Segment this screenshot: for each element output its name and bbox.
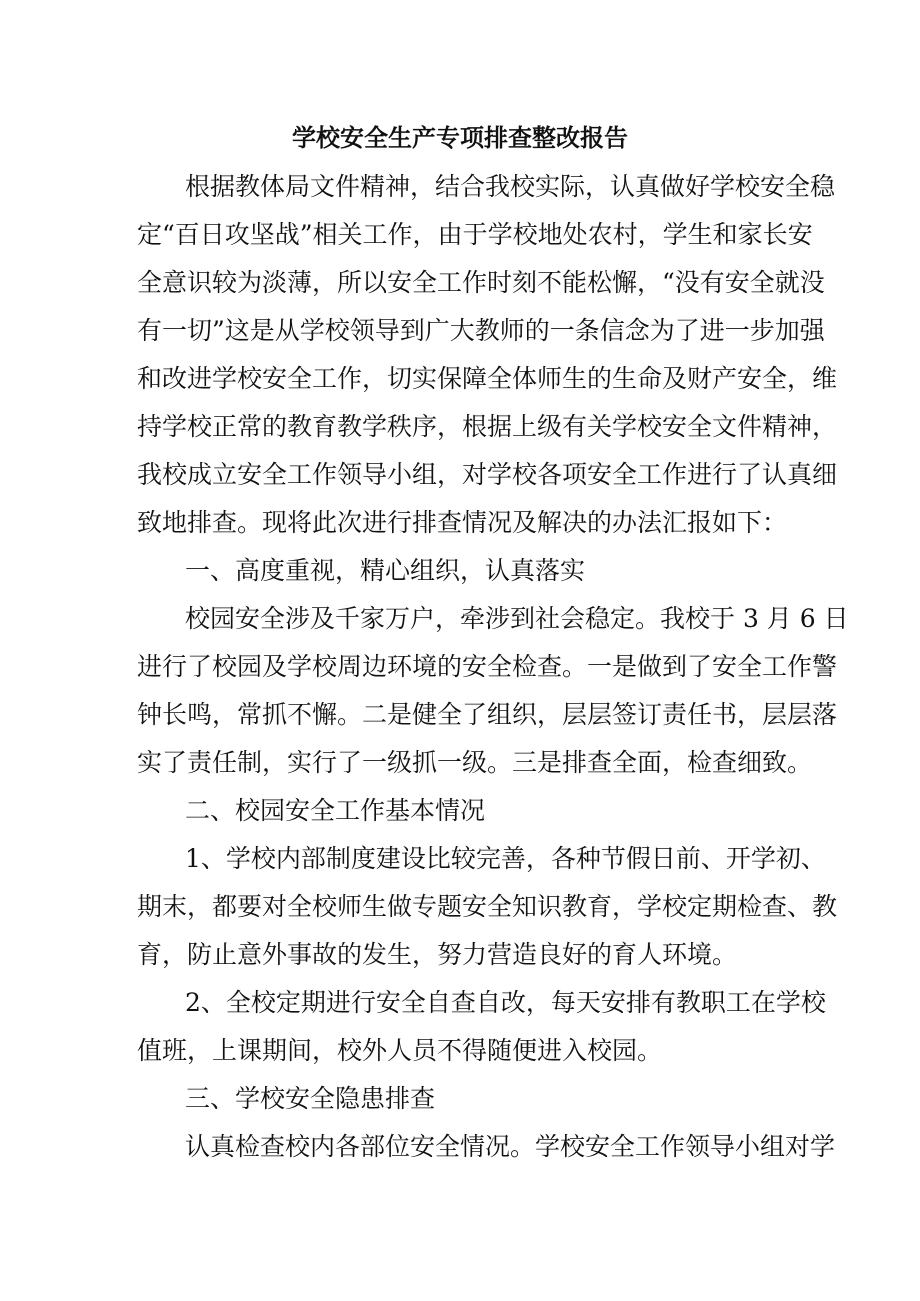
paragraph-line: 持学校正常的教育教学秩序，根据上级有关学校安全文件精神， [137, 412, 838, 441]
section-heading: 一、高度重视，精心组织，认真落实 [185, 556, 586, 585]
paragraph-line: 根据教体局文件精神，结合我校实际，认真做好学校安全稳 [185, 172, 836, 201]
section-heading: 三、学校安全隐患排查 [185, 1084, 436, 1113]
paragraph-line: 全意识较为淡薄，所以安全工作时刻不能松懈，“没有安全就没 [137, 268, 825, 297]
paragraph-line: 有一切”这是从学校领导到广大教师的一条信念为了进一步加强 [137, 316, 825, 345]
paragraph-line: 实了责任制，实行了一级抓一级。三是排查全面，检查细致。 [137, 748, 813, 777]
paragraph-line: 育，防止意外事故的发生，努力营造良好的育人环境。 [137, 940, 738, 969]
paragraph-line: 期末，都要对全校师生做专题安全知识教育，学校定期检查、教 [137, 892, 838, 921]
document-title: 学校安全生产专项排查整改报告 [292, 123, 628, 152]
paragraph-line: 定“百日攻坚战”相关工作，由于学校地处农村，学生和家长安 [137, 220, 813, 249]
paragraph-line: 2、全校定期进行安全自查自改，每天安排有教职工在学校 [185, 988, 826, 1017]
paragraph-line: 致地排查。现将此次进行排查情况及解决的办法汇报如下： [137, 508, 788, 537]
paragraph-line: 进行了校园及学校周边环境的安全检查。一是做到了安全工作警 [137, 652, 838, 681]
section-heading: 二、校园安全工作基本情况 [185, 796, 486, 825]
paragraph-line: 我校成立安全工作领导小组，对学校各项安全工作进行了认真细 [137, 460, 838, 489]
paragraph-line: 校园安全涉及千家万户，牵涉到社会稳定。我校于 3 月 6 日 [185, 604, 849, 633]
paragraph-line: 值班，上课期间，校外人员不得随便进入校园。 [137, 1036, 663, 1065]
paragraph-line: 钟长鸣，常抓不懈。二是健全了组织，层层签订责任书，层层落 [137, 700, 838, 729]
paragraph-line: 认真检查校内各部位安全情况。学校安全工作领导小组对学 [185, 1132, 836, 1161]
paragraph-line: 1、学校内部制度建设比较完善，各种节假日前、开学初、 [185, 844, 826, 873]
paragraph-line: 和改进学校安全工作，切实保障全体师生的生命及财产安全，维 [137, 364, 838, 393]
